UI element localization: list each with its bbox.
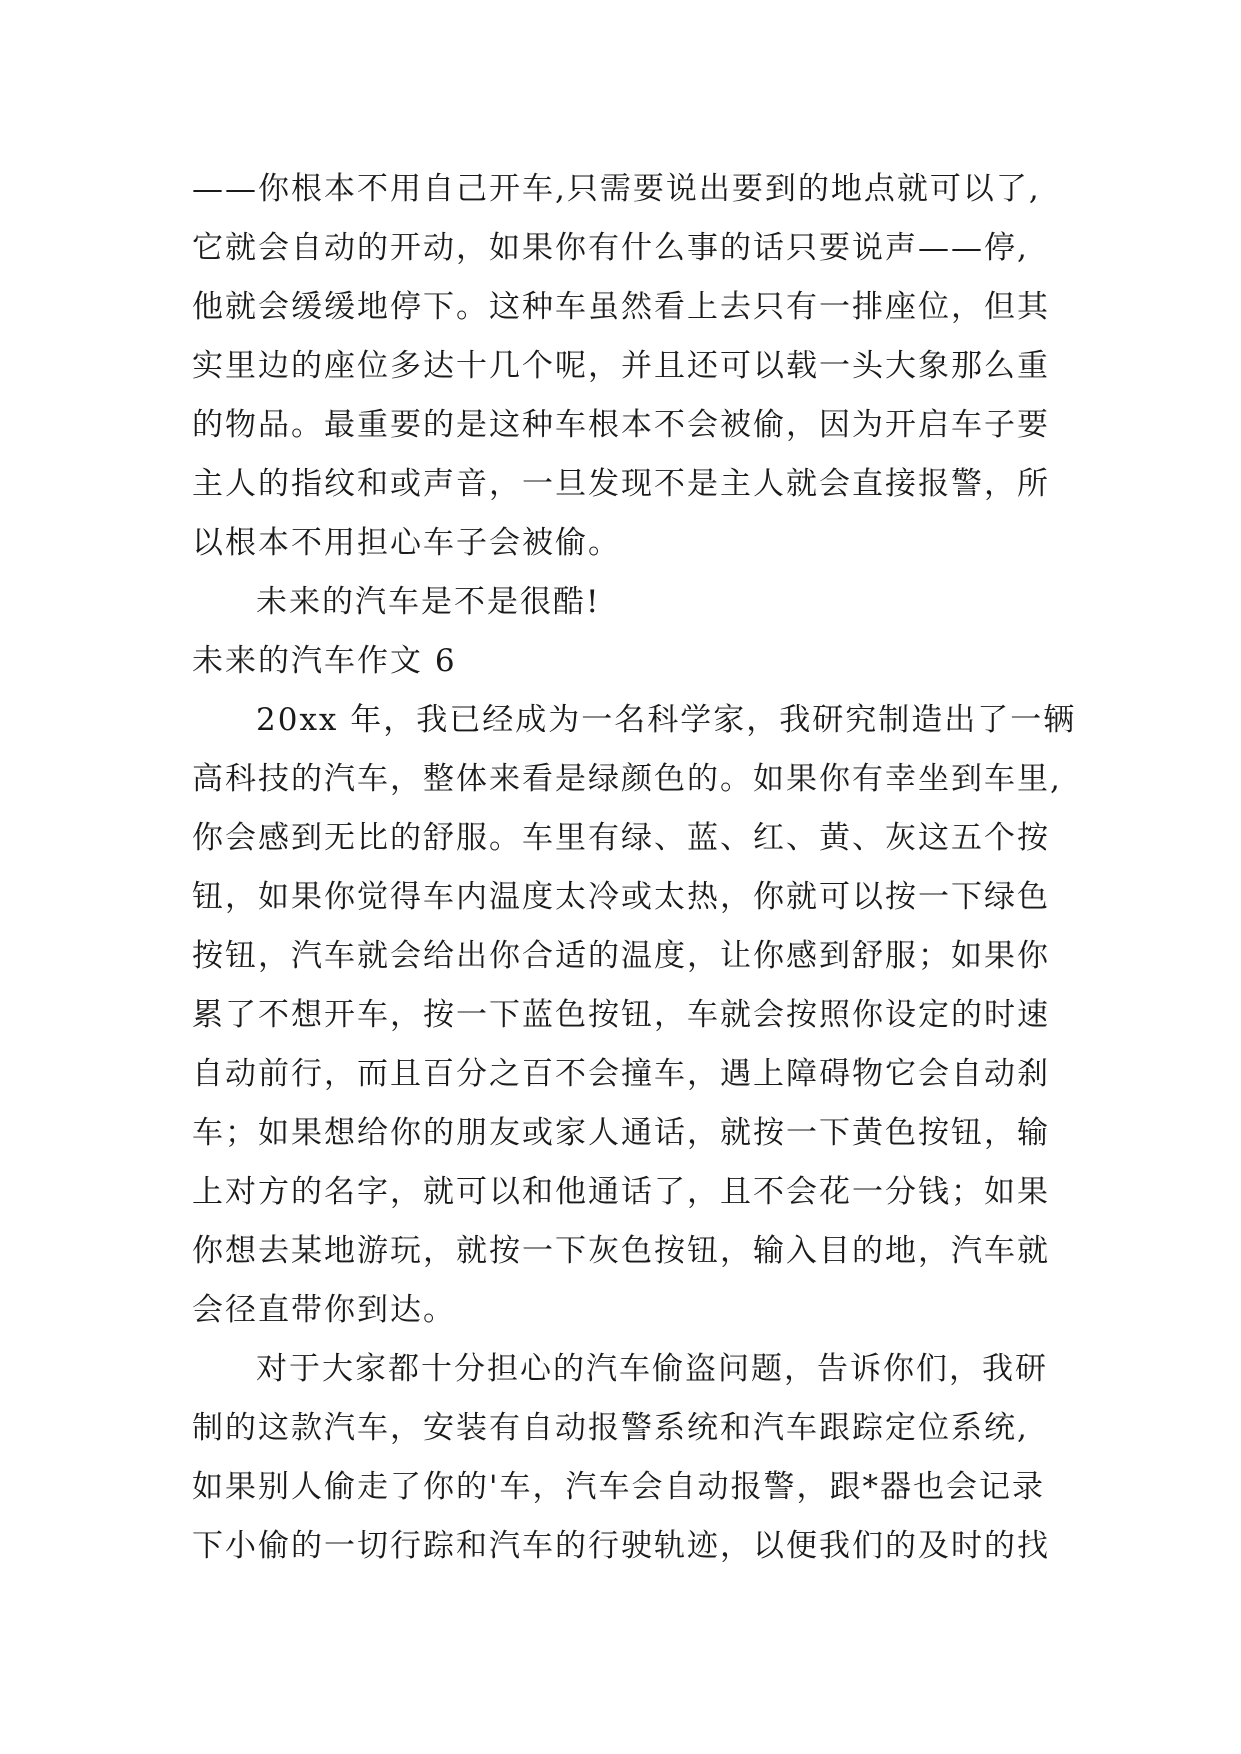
paragraph-1-line-3: 他就会缓缓地停下。这种车虽然看上去只有一排座位，但其 bbox=[192, 289, 1050, 325]
paragraph-1-line-4: 实里边的座位多达十几个呢，并且还可以载一头大象那么重 bbox=[192, 348, 1050, 384]
paragraph-3-line-11: 会径直带你到达。 bbox=[192, 1292, 456, 1328]
document-body bbox=[192, 160, 1092, 1576]
paragraph-1-line-5: 的物品。最重要的是这种车根本不会被偷，因为开启车子要 bbox=[192, 407, 1050, 443]
paragraph-4-line-3: 如果别人偷走了你的'车，汽车会自动报警，跟*器也会记录 bbox=[192, 1469, 1046, 1505]
paragraph-3-line-2: 高科技的汽车，整体来看是绿颜色的。如果你有幸坐到车里, bbox=[192, 761, 1062, 797]
paragraph-3-line-6: 累了不想开车，按一下蓝色按钮，车就会按照你设定的时速 bbox=[192, 997, 1050, 1033]
paragraph-3-line-9: 上对方的名字，就可以和他通话了，且不会花一分钱；如果 bbox=[192, 1174, 1050, 1210]
paragraph-3-line-10: 你想去某地游玩，就按一下灰色按钮，输入目的地，汽车就 bbox=[192, 1233, 1050, 1269]
paragraph-3-line-5: 按钮，汽车就会给出你合适的温度，让你感到舒服；如果你 bbox=[192, 938, 1050, 974]
paragraph-1-line-7: 以根本不用担心车子会被偷。 bbox=[192, 525, 621, 561]
paragraph-3-line-1: 20xx 年，我已经成为一名科学家，我研究制造出了一辆 bbox=[256, 702, 1077, 738]
paragraph-2: 未来的汽车是不是很酷! bbox=[256, 584, 601, 620]
paragraph-3-line-3: 你会感到无比的舒服。车里有绿、蓝、红、黄、灰这五个按 bbox=[192, 820, 1050, 856]
paragraph-1-line-1: ——你根本不用自己开车,只需要说出要到的地点就可以了, bbox=[192, 171, 1041, 207]
paragraph-1-line-2: 它就会自动的开动，如果你有什么事的话只要说声——停, bbox=[192, 230, 1029, 266]
paragraph-4-line-1: 对于大家都十分担心的汽车偷盗问题，告诉你们，我研 bbox=[256, 1351, 1048, 1387]
paragraph-4-line-2: 制的这款汽车，安装有自动报警系统和汽车跟踪定位系统, bbox=[192, 1410, 1029, 1446]
paragraph-3-line-4: 钮，如果你觉得车内温度太冷或太热，你就可以按一下绿色 bbox=[192, 879, 1050, 915]
section-heading: 未来的汽车作文 6 bbox=[192, 643, 457, 679]
paragraph-3-line-8: 车；如果想给你的朋友或家人通话，就按一下黄色按钮，输 bbox=[192, 1115, 1050, 1151]
paragraph-3-line-7: 自动前行，而且百分之百不会撞车，遇上障碍物它会自动刹 bbox=[192, 1056, 1050, 1092]
paragraph-1-line-6: 主人的指纹和或声音，一旦发现不是主人就会直接报警，所 bbox=[192, 466, 1050, 502]
paragraph-4-line-4: 下小偷的一切行踪和汽车的行驶轨迹，以便我们的及时的找 bbox=[192, 1528, 1050, 1564]
